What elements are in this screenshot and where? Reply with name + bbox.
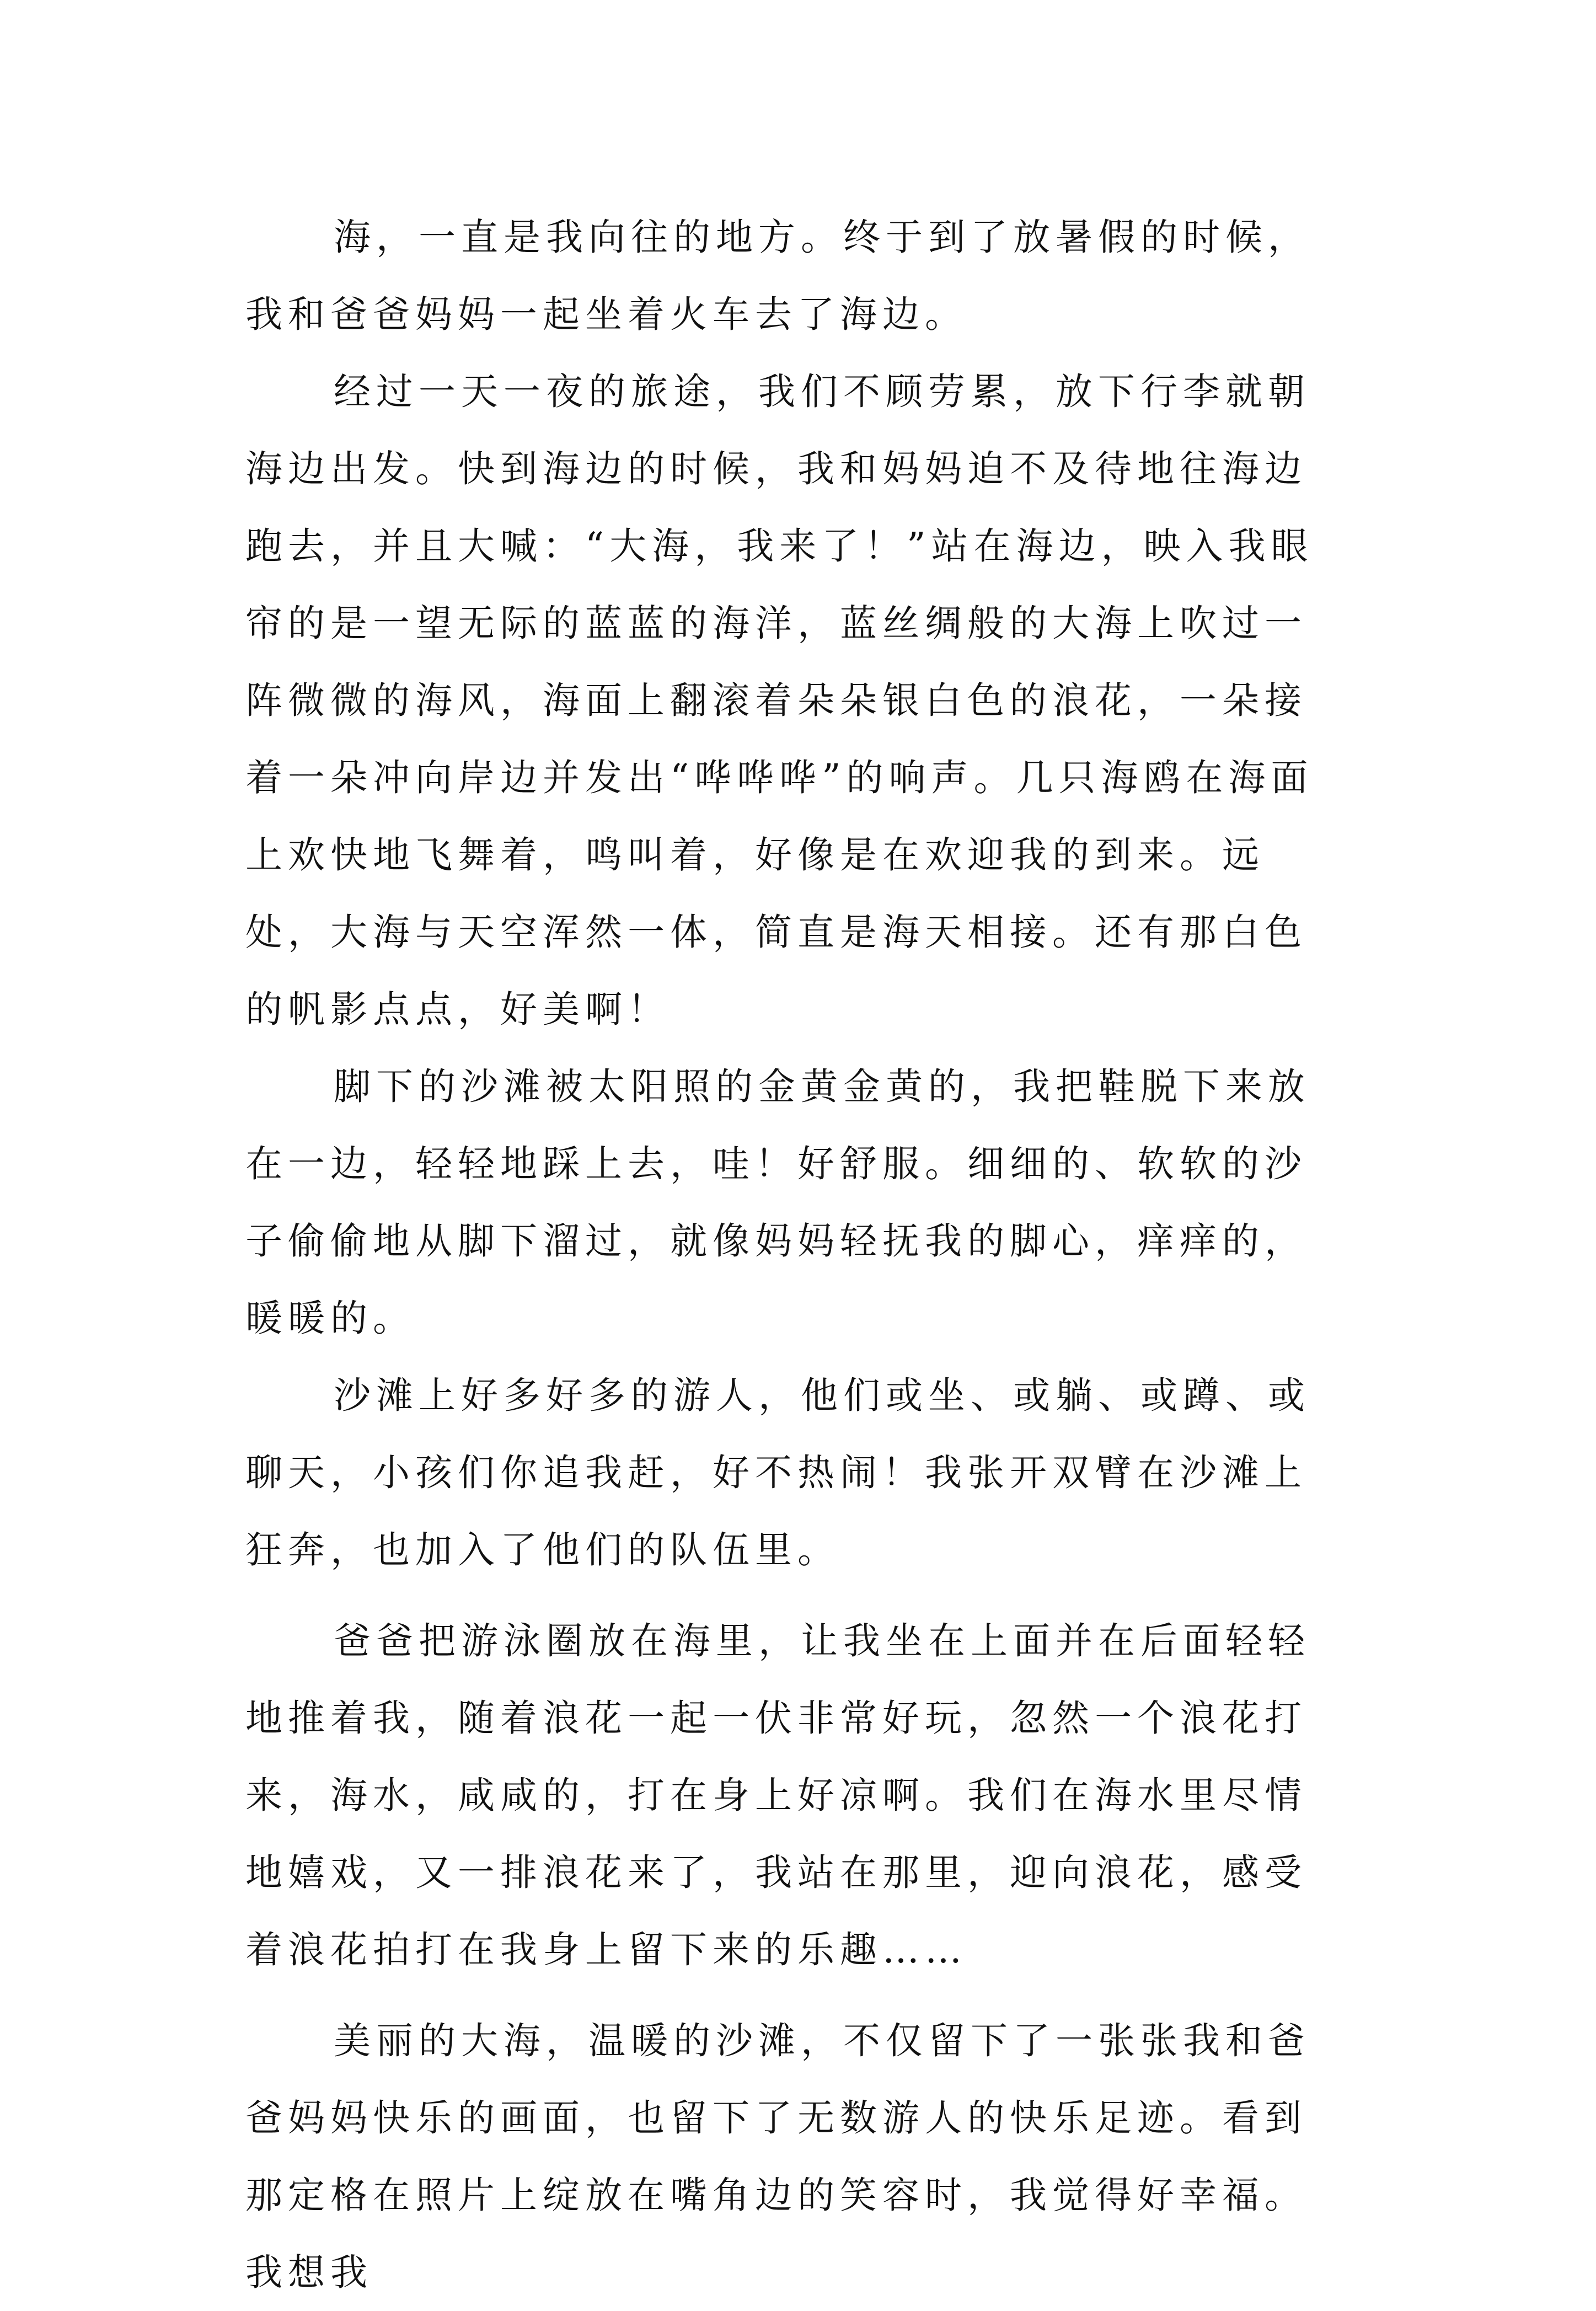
paragraph-2: 经过一天一夜的旅途，我们不顾劳累，放下行李就朝海边出发。快到海边的时候，我和妈妈迫不及待地往海边跑去，并且大喊：“大海，我来了！”站在海边，映入我眼帘的是一望无际的蓝蓝的海洋，蓝丝绸般的大海上吹过一阵微微的海风，海面上翻滚着朵朵银白色的浪花，一朵接着一朵冲向岸边并发出“哗哗哗”的响声。几只海鸥在海面上欢快地飞舞着，鸣叫着，好像是在欢迎我的到来。远处，大海与天空浑然一体，简直是海天相接。还有那白色的帆影点点，好美啊！ [245,370,1314,1031]
paragraph-1: 海，一直是我向往的地方。终于到了放暑假的时候，我和爸爸妈妈一起坐着火车去了海边。 [245,216,1310,336]
paragraph-5: 爸爸把游泳圈放在海里，让我坐在上面并在后面轻轻地推着我，随着浪花一起一伏非常好玩，忽然一个浪花打来，海水，咸咸的，打在身上好凉啊。我们在海水里尽情地嬉戏，又一排浪花来了，我站在那里，迎向浪花，感受着浪花拍打在我身上留下来的乐趣…… [245,1619,1310,1971]
paragraph-4: 沙滩上好多好多的游人，他们或坐、或躺、或蹲、或聊天，小孩们你追我赶，好不热闹！我张开双臂在沙滩上狂奔，也加入了他们的队伍里。 [245,1374,1310,1571]
paragraph-6: 美丽的大海，温暖的沙滩，不仅留下了一张张我和爸爸妈妈快乐的画面，也留下了无数游人的快乐足迹。看到那定格在照片上绽放在嘴角边的笑容时，我觉得好幸福。我想我 [245,2019,1310,2294]
body-text [245,199,1348,2311]
paragraph-3: 脚下的沙滩被太阳照的金黄金黄的，我把鞋脱下来放在一边，轻轻地踩上去，哇！好舒服。细细的、软软的沙子偷偷地从脚下溜过，就像妈妈轻抚我的脚心，痒痒的，暖暖的。 [245,1065,1310,1340]
